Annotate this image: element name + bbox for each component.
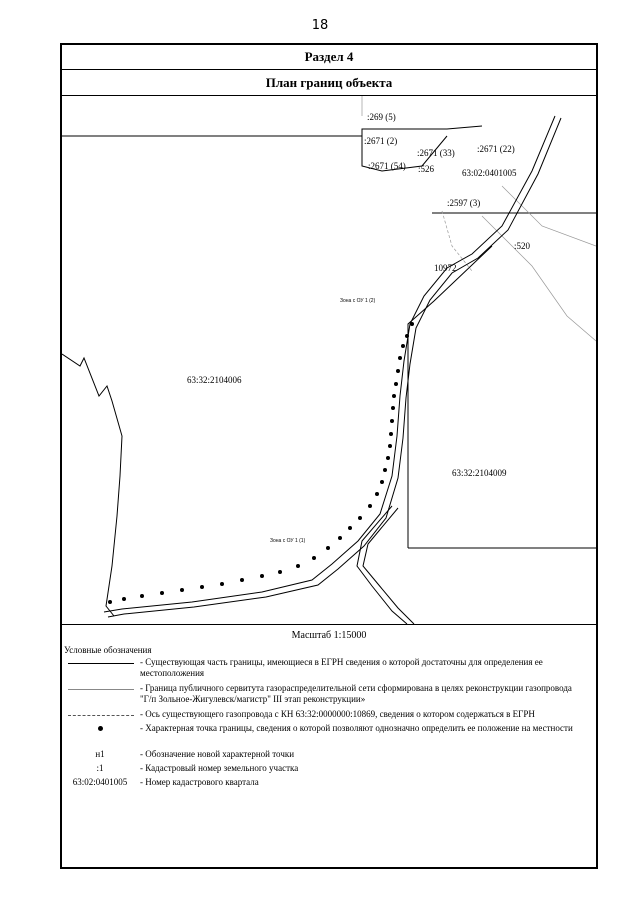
zone-label: Зона с ОУ 1 (2) bbox=[340, 298, 376, 304]
section-title: Раздел 4 bbox=[62, 45, 596, 70]
zone-label: Зона с ОУ 1 (1) bbox=[270, 538, 306, 544]
parcel-label: 10972 bbox=[434, 263, 457, 273]
boundary-map bbox=[62, 96, 596, 625]
quarter-label-right: 63:32:2104009 bbox=[452, 468, 507, 478]
parcel-label: :2671 (54) bbox=[368, 161, 406, 171]
quarter-boundary-top bbox=[62, 126, 482, 136]
quarter-boundary-vertical bbox=[408, 246, 492, 548]
servitude-line-symbol bbox=[68, 689, 134, 690]
parcel-label: :520 bbox=[514, 241, 531, 251]
pipeline-axis-symbol bbox=[68, 715, 134, 716]
quarter-boundary-left bbox=[62, 354, 122, 616]
parcel-label: :269 (5) bbox=[367, 112, 396, 122]
parcel-label: :2671 (33) bbox=[417, 148, 455, 158]
legend-item: - Существующая часть границы, имеющиеся в ЕГРН сведения о которой достаточны для определения ее местоположения bbox=[62, 657, 596, 681]
plan-title: План границ объекта bbox=[62, 70, 596, 96]
parcel-label: :2597 (3) bbox=[447, 198, 481, 208]
legend-title: Условные обозначения bbox=[64, 645, 152, 655]
boundary-points bbox=[108, 322, 414, 604]
quarter-label-left: 63:32:2104006 bbox=[187, 375, 242, 385]
page-number: 18 bbox=[311, 18, 329, 33]
parcel-label: :2671 (22) bbox=[477, 144, 515, 154]
document-frame bbox=[60, 43, 598, 869]
map-drawing bbox=[62, 96, 596, 624]
map-scale: Масштаб 1:15000 bbox=[291, 630, 367, 641]
legend-item: - Граница публичного сервитута газораспределительной сети сформирована в целях реконструкции газопровода "Г/п Зольное-Жигулевск/магистр" III этап реконструкции» bbox=[62, 683, 596, 707]
legend-item: н1 - Обозначение новой характерной точки bbox=[95, 749, 295, 759]
solid-line-symbol bbox=[68, 663, 134, 664]
parcel-label: :526 bbox=[418, 164, 435, 174]
legend-item: - Ось существующего газопровода с КН 63:32:0000000:10869, сведения о котором содержаться в ЕГРН bbox=[62, 709, 596, 722]
point-dot-icon bbox=[98, 726, 103, 731]
legend-item: 63:02:0401005 - Номер кадастрового квартала bbox=[72, 777, 259, 787]
legend-item: :1 - Кадастровый номер земельного участка bbox=[96, 763, 299, 773]
legend-item: - Характерная точка границы, сведения о которой позволяют однозначно определить ее положение на местности bbox=[62, 723, 596, 747]
parcel-label: :2671 (2) bbox=[364, 136, 398, 146]
quarter-label-top: 63:02:0401005 bbox=[462, 168, 517, 178]
